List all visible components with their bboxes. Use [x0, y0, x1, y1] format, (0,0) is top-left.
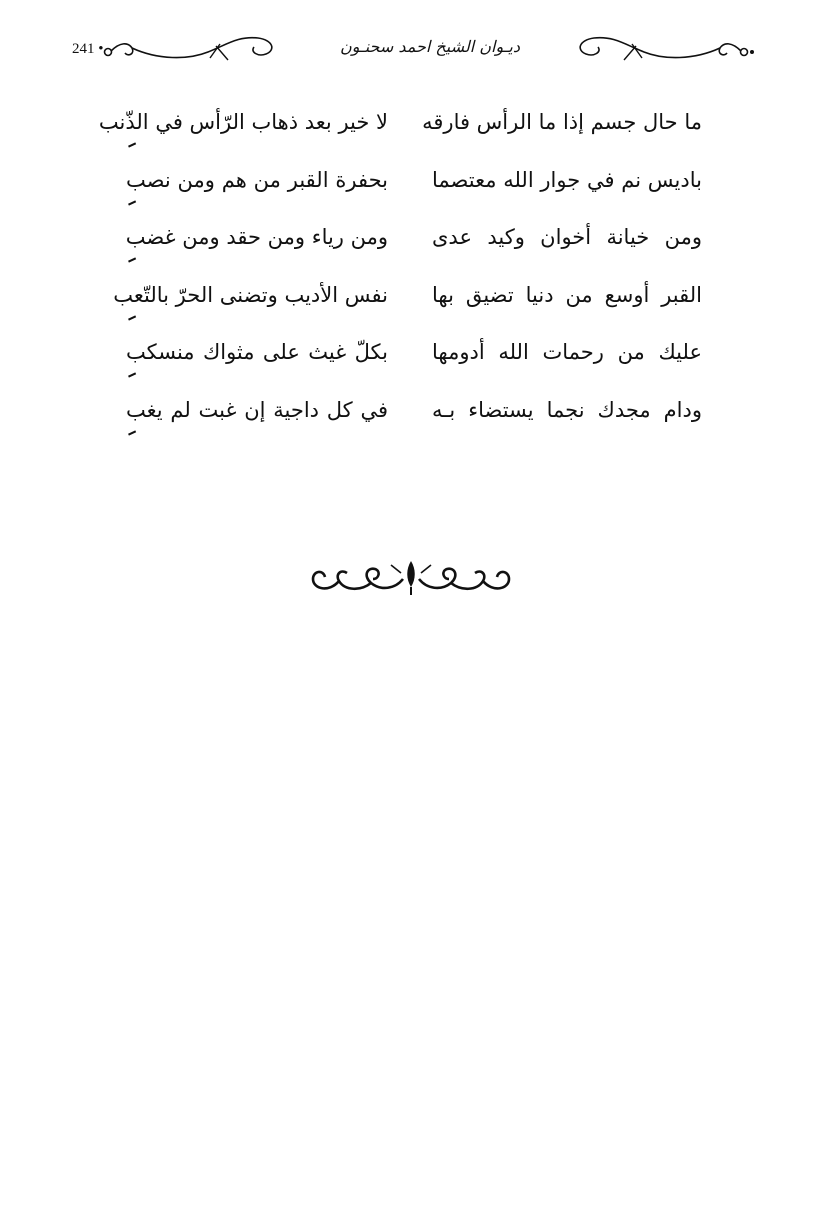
verse [110, 271, 710, 329]
page-number: 241 • [72, 41, 104, 57]
diacritic-mark [128, 430, 136, 435]
fleuron-divider-icon [305, 555, 517, 603]
verse-second-hemistich: نفس الأديب وتضنى الحرّ بالتّعب [113, 282, 388, 307]
diacritic-mark [128, 315, 136, 320]
poem [98, 98, 710, 444]
running-title: ديـوان الشيخ احمد سحنـون [340, 37, 520, 56]
verse-first-hemistich: ودام مجدك نجما يستضاء بـه [432, 397, 702, 422]
verse-second-hemistich: ومن رياء ومن حقد ومن غضب [125, 225, 388, 250]
verse-second-hemistich: لا خير بعد ذهاب الرّأس في الذّنب [98, 110, 388, 134]
verse [110, 328, 710, 386]
verse-first-hemistich: ما حال جسم إذا ما الرأس فارقه [422, 110, 702, 134]
verse [110, 213, 710, 271]
diacritic-mark [128, 373, 136, 378]
verse-second-hemistich: بكلّ غيث على مثواك منسكب [126, 340, 388, 365]
diacritic-mark [128, 200, 136, 205]
verse-second-hemistich: بحفرة القبر من هم ومن نصب [126, 167, 388, 192]
verse-second-hemistich: في كل داجية إن غبت لم يغب [126, 397, 388, 422]
diacritic-mark [128, 258, 136, 263]
header-flourish-left-icon [98, 30, 278, 62]
verse-first-hemistich: ومن خيانة أخوان وكيد عدى [432, 225, 702, 250]
header-flourish-right-icon [574, 30, 754, 62]
verse [110, 386, 710, 444]
verse [98, 98, 710, 156]
verse [110, 156, 710, 214]
page-header [0, 22, 822, 72]
diacritic-mark [128, 142, 136, 147]
verse-first-hemistich: باديس نم في جوار الله معتصما [432, 167, 702, 192]
verse-first-hemistich: عليك من رحمات الله أدومها [432, 340, 702, 365]
verse-first-hemistich: القبر أوسع من دنيا تضيق بها [432, 282, 702, 307]
